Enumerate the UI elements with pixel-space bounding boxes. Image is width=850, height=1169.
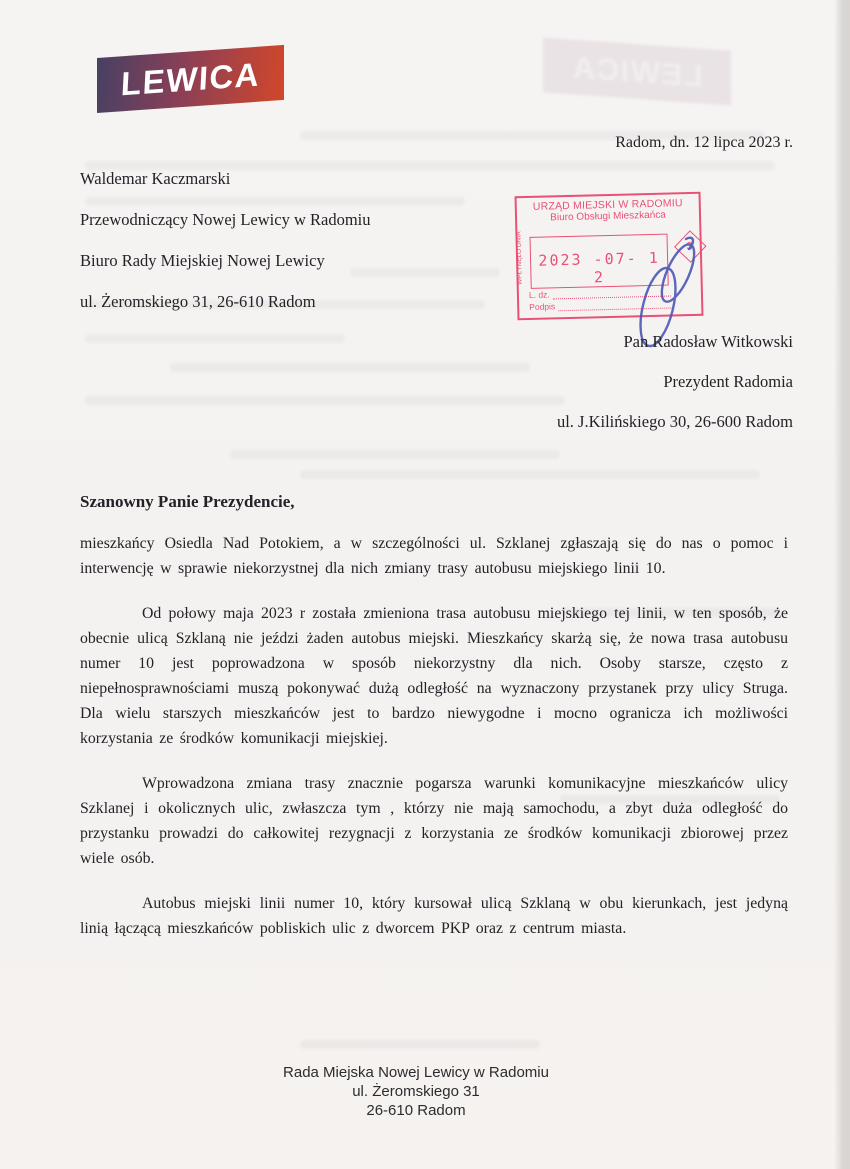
sender-address: ul. Żeromskiego 31, 26-610 Radom bbox=[80, 292, 316, 311]
recipient-title: Prezydent Radomia bbox=[663, 372, 793, 391]
letter-body bbox=[80, 531, 788, 961]
footer-street: ul. Żeromskiego 31 bbox=[352, 1083, 480, 1100]
body-paragraph: Od połowy maja 2023 r została zmieniona trasa autobusu miejskiego tej linii, w ten sposób, że obecnie ulicą Szklaną nie jeździ żaden autobus miejski. Mieszkańcy skarżą się, że nowa trasa autobusu numer 10 jest poprowadzona w sposób niekorzystny dla nich. Osoby starsze, często z niepełnosprawnościami muszą pokonywać dużą odległość na wyznaczony przystanek przy ulicy Struga. Dla wielu starszych mieszkańców jest to bardzo niewygodne i mocno ogranicza ich możliwości korzystania ze środków komunikacji miejskiej. bbox=[80, 605, 788, 747]
lewica-logo bbox=[97, 45, 284, 113]
stamp-number: 3 bbox=[687, 240, 694, 253]
bleed-through-line bbox=[300, 1040, 540, 1049]
sender-block bbox=[80, 170, 371, 334]
sender-name: Waldemar Kaczmarski bbox=[80, 169, 231, 188]
stamp-ldz-label: L. dz. bbox=[528, 289, 550, 300]
stamp-podpis-label: Podpis bbox=[529, 301, 556, 312]
bleed-through-line bbox=[85, 396, 565, 405]
footer-org: Rada Miejska Nowej Lewicy w Radomiu bbox=[283, 1064, 549, 1081]
bleed-through-logo bbox=[543, 37, 731, 105]
body-paragraph: Wprowadzona zmiana trasy znacznie pogarsza warunki komunikacyjne mieszkańców ulicy Szklanej i okolicznych ulic, zwłaszcza tym , którzy nie mają samochodu, a zbyt duża odległość do przystanku prowadzi do całkowitej rezygnacji z korzystania ze środków komunikacji zbiorowej przez wiele osób. bbox=[80, 775, 788, 867]
recipient-address: ul. J.Kilińskiego 30, 26-600 Radom bbox=[556, 412, 793, 431]
bleed-through-line bbox=[170, 363, 530, 372]
body-paragraph: Autobus miejski linii numer 10, który kursował ulicą Szklaną w obu kierunkach, jest jedyną linią łączącą mieszkańców pobliskich ulic z dworcem PKP oraz z centrum miasta. bbox=[80, 895, 788, 937]
salutation: Szanowny Panie Prezydencie, bbox=[80, 492, 295, 511]
recipient-name: Pan Radosław Witkowski bbox=[623, 332, 793, 351]
bleed-through-line bbox=[300, 470, 760, 479]
date-line: Radom, dn. 12 lipca 2023 r. bbox=[615, 134, 793, 151]
recipient-block bbox=[557, 333, 793, 453]
scanner-edge-shadow bbox=[834, 0, 850, 1169]
footer-city: 26-610 Radom bbox=[366, 1102, 466, 1119]
sender-office: Biuro Rady Miejskiej Nowej Lewicy bbox=[80, 251, 325, 270]
bleed-through-logo-text: LEWICA bbox=[571, 48, 703, 94]
bleed-through-line bbox=[85, 334, 345, 343]
stamp-date: 2023 -07- 1 2 bbox=[538, 248, 660, 287]
sender-title: Przewodniczący Nowej Lewicy w Radomiu bbox=[80, 210, 371, 229]
stamp-received-label: WPŁYNĘŁO DNIA bbox=[515, 231, 524, 285]
bleed-through-line bbox=[350, 268, 500, 277]
stamp-bureau-name: Biuro Obsługi Mieszkańca bbox=[550, 209, 666, 224]
bleed-through-line bbox=[230, 450, 560, 459]
lewica-logo-text: LEWICA bbox=[119, 55, 262, 102]
body-paragraph: mieszkańcy Osiedla Nad Potokiem, a w szczególności ul. Szklanej zgłaszają się do nas o pomoc i interwencję w sprawie niekorzystnej dla nich zmiany trasy autobusu miejskiego linii 10. bbox=[80, 535, 788, 577]
footer-block bbox=[0, 1063, 832, 1120]
stamp-office-name: URZĄD MIEJSKI W RADOMIU bbox=[532, 197, 683, 213]
